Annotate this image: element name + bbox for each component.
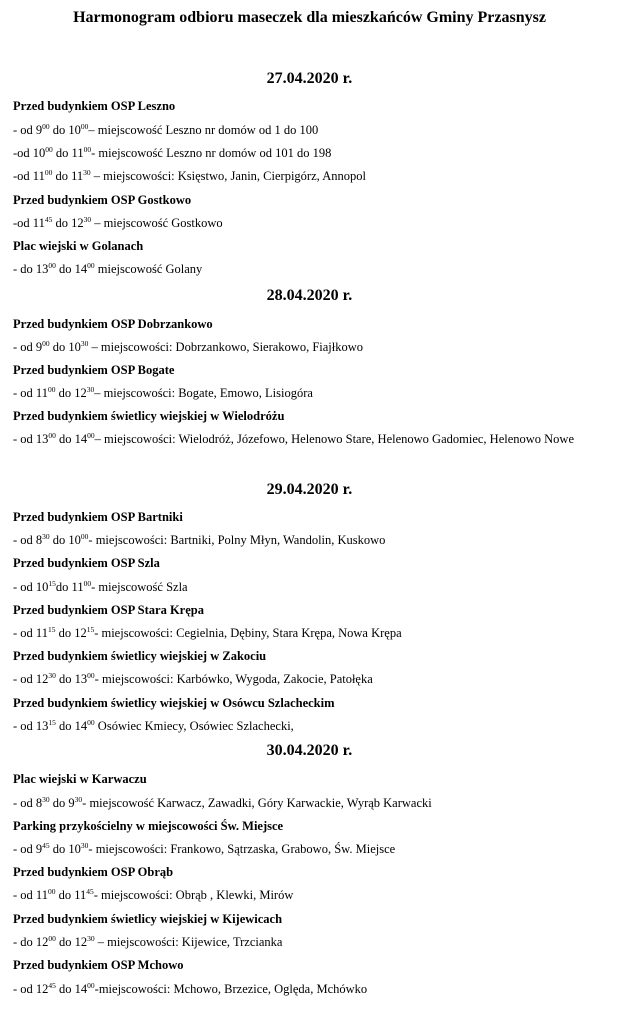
location-heading: Przed budynkiem OSP Bartniki xyxy=(13,510,183,524)
schedule-line: - do $12^{00}$ do $12^{30}$ – miejscowości: Kijewice, Trzcianka xyxy=(13,934,283,949)
schedule-line: - od $10^{15}do$ $11^{00}-$ miejscowość Szla xyxy=(13,579,188,594)
location-heading: Parking przykościelny w miejscowości Św. Miejsce xyxy=(13,819,284,833)
schedule-line: - od $13^{15}$ do $14^{00}$ Osówiec Kmiecy, Osówiec Szlachecki, xyxy=(13,718,294,733)
location-heading: Przed budynkiem OSP Gostkowo xyxy=(13,193,192,207)
date-heading: 27.04.2020 r. xyxy=(266,70,353,87)
location-heading: Przed budynkiem świetlicy wiejskiej w Kijewicach xyxy=(13,912,283,926)
date-heading: 30.04.2020 r. xyxy=(266,742,353,759)
date-heading: 28.04.2020 r. xyxy=(266,287,353,304)
schedule-line: - do $13^{00}$ do $14^{00}$ miejscowość Golany xyxy=(13,261,203,276)
location-heading: Przed budynkiem świetlicy wiejskiej w Wielodróżu xyxy=(13,409,285,423)
location-heading: Przed budynkiem OSP Mchowo xyxy=(13,958,184,972)
schedule-line: - od $12^{45}$ do $14^{00}$-miejscowości: Mchowo, Brzezice, Oględa, Mchówko xyxy=(13,981,368,996)
schedule-line: - od $8^{30}$ do $9^{30}-$ miejscowość Karwacz, Zawadki, Góry Karwackie, Wyrąb Karwacki xyxy=(13,795,432,810)
location-heading: Przed budynkiem OSP Szla xyxy=(13,556,160,570)
location-heading: Plac wiejski w Karwaczu xyxy=(13,772,147,786)
schedule-line: - od $8^{30}$ do $10^{00}-$ miejscowości: Bartniki, Polny Młyn, Wandolin, Kuskowo xyxy=(13,532,386,547)
schedule-line: - od $11^{00}$ do $11^{45}-$ miejscowości: Obrąb , Klewki, Mirów xyxy=(13,887,294,902)
date-heading: 29.04.2020 r. xyxy=(266,481,353,498)
location-heading: Przed budynkiem OSP Bogate xyxy=(13,363,175,377)
schedule-line: - od $9^{00}$ do $10^{00}-$ miejscowość Leszno nr domów od 1 do 100 xyxy=(13,122,319,137)
schedule-line: - od $9^{00}$ do $10^{30}$ – miejscowości: Dobrzankowo, Sierakowo, Fiajłkowo xyxy=(13,339,364,354)
schedule-line: - od $9^{45}$ do $10^{30}-$ miejscowości: Frankowo, Sątrzaska, Grabowo, Św. Miejsce xyxy=(13,841,396,856)
location-heading: Przed budynkiem OSP Stara Krępa xyxy=(13,603,204,617)
location-heading: Przed budynkiem OSP Obrąb xyxy=(13,865,174,879)
schedule-line: -od $10^{00}$ do $11^{00}-$ miejscowość Leszno nr domów od 101 do 198 xyxy=(13,145,332,160)
document-title: Harmonogram odbioru maseczek dla mieszkańców Gminy Przasnysz xyxy=(73,9,546,26)
location-heading: Przed budynkiem OSP Leszno xyxy=(13,99,176,113)
location-heading: Plac wiejski w Golanach xyxy=(13,239,144,253)
schedule-line: - od $13^{00}$ do $14^{00}-$ miejscowości: Wielodróż, Józefowo, Helenowo Stare, Helenowo Gadomiec, Helenowo Nowe xyxy=(13,431,575,446)
schedule-line: - od $11^{15}$ do $12^{15}-$ miejscowości: Cegielnia, Dębiny, Stara Krępa, Nowa Krępa xyxy=(13,625,402,640)
schedule-line: - od $12^{30}$ do $13^{00}-$ miejscowości: Karbówko, Wygoda, Zakocie, Patołęka xyxy=(13,671,373,686)
schedule-line: - od $11^{00}$ do $12^{30}-$ miejscowości: Bogate, Emowo, Lisiogóra xyxy=(13,385,313,400)
schedule-line: -od $11^{00}$ do $11^{30}$ – miejscowości: Księstwo, Janin, Cierpigórz, Annopol xyxy=(13,168,366,183)
location-heading: Przed budynkiem świetlicy wiejskiej w Zakociu xyxy=(13,649,267,663)
location-heading: Przed budynkiem OSP Dobrzankowo xyxy=(13,317,213,331)
schedule-line: -od $11^{45}$ do $12^{30}$ – miejscowość Gostkowo xyxy=(13,215,223,230)
location-heading: Przed budynkiem świetlicy wiejskiej w Osówcu Szlacheckim xyxy=(13,696,335,710)
